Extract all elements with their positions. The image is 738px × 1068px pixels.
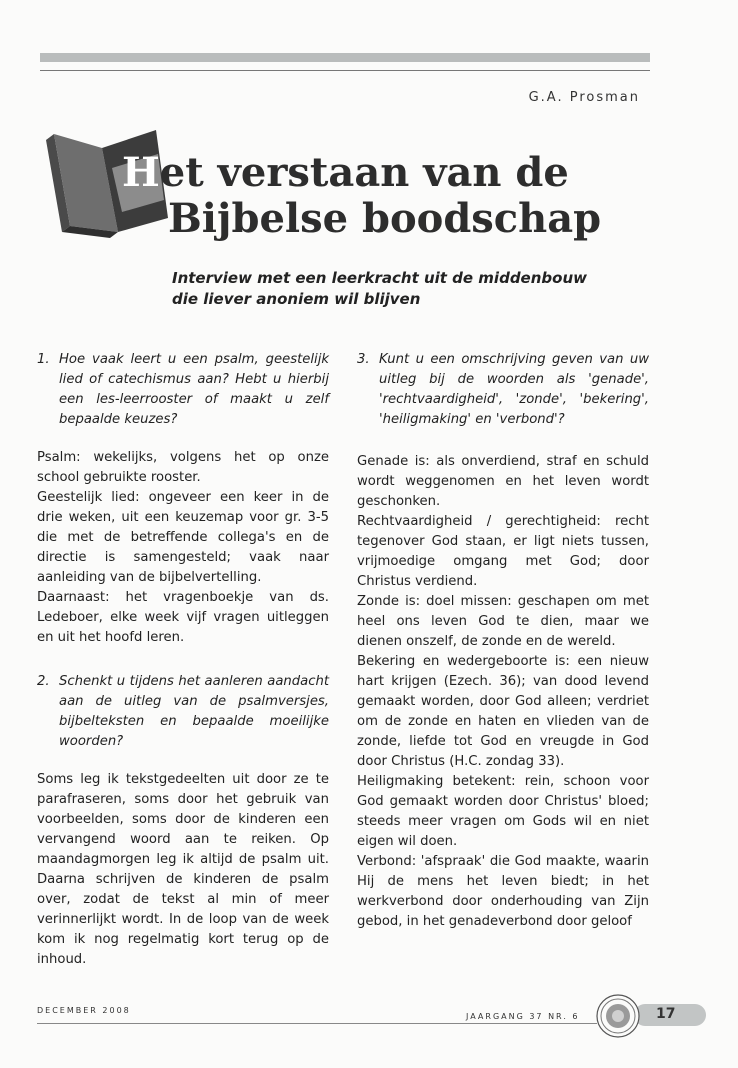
answer-1-vragenboekje: Daarnaast: het vragenboekje van ds. Ledeboer, elke week vijf vragen uitleggen en uit het hoofd leren. [37, 590, 329, 645]
question-3-text: Kunt u een omschrijving geven van uw uitleg bij de woorden als 'genade', 'rechtvaardigheid', 'zonde', 'bekering', 'heiligmaking' en 'verbond'? [379, 352, 649, 427]
question-3 [357, 350, 649, 430]
header-rule [40, 70, 650, 71]
answer-3-verbond: Verbond: 'afspraak' die God maakte, waarin Hij de mens het leven biedt; in het werkverbond door onderhouding van Zijn gebod, in het genadeverbond door geloof [357, 854, 649, 929]
question-2 [37, 672, 329, 752]
article-title [122, 150, 601, 242]
author-name: G.A. Prosman [528, 90, 640, 105]
answer-1-lied: Geestelijk lied: ongeveer een keer in de drie weken, uit een keuzemap voor gr. 3-5 die met de betreffende collega's en de directie is samengesteld; vaak naar aanleiding van de bijbelvertelling. [37, 490, 329, 585]
header-decor-bar [40, 53, 650, 62]
footer-rule [37, 1023, 597, 1024]
page-number: 17 [656, 1006, 676, 1022]
title-dropcap: H [122, 149, 160, 196]
title-line-2: Bijbelse boodschap [168, 195, 602, 242]
subtitle-line-2: die liever anoniem wil blijven [172, 290, 421, 308]
question-1 [37, 350, 329, 430]
answer-3-rechtvaardigheid: Rechtvaardigheid / gerechtigheid: recht tegenover God staan, er ligt niets tussen, vrijmoedige omgang met God; door Christus verdiend. [357, 514, 649, 589]
footer-date: DECEMBER 2008 [37, 1006, 131, 1015]
right-column [357, 350, 649, 932]
question-1-number: 1. [37, 352, 50, 367]
seal-icon [596, 994, 640, 1038]
left-column [37, 350, 329, 970]
answer-2: Soms leg ik tekstgedeelten uit door ze te parafraseren, soms door het gebruik van voorbeelden, soms door de kinderen een vervangend woord aan te reiken. Op maandagmorgen leg ik altijd de psalm uit. Daarna schrijven de kinderen de psalm over, zodat de tekst al min of meer verinnerlijkt wordt. In de loop van de week kom ik nog regelmatig kort terug op de inhoud. [37, 772, 329, 967]
answer-3-bekering: Bekering en wedergeboorte is: een nieuw hart krijgen (Ezech. 36); van dood levend gemaakt worden, door God alleen; verdriet om de zonde en haten en vlieden van de zonde, liefde tot God en vreugde in God door Christus (H.C. zondag 33). [357, 654, 649, 769]
answer-1-psalm: Psalm: wekelijks, volgens het op onze school gebruikte rooster. [37, 450, 329, 485]
question-2-number: 2. [37, 674, 50, 689]
article-subtitle [172, 268, 587, 310]
question-2-text: Schenkt u tijdens het aanleren aandacht aan de uitleg van de psalmversjes, bijbelteksten en bepaalde moeilijke woorden? [59, 674, 329, 749]
answer-3-heiligmaking: Heiligmaking betekent: rein, schoon voor God gemaakt worden door Christus' bloed; steeds meer vragen om Gods wil en niet eigen wil doen. [357, 774, 649, 849]
answer-3-zonde: Zonde is: doel missen: geschapen om met heel ons leven God te dien, maar we dienen onszelf, de zonde en de wereld. [357, 594, 649, 649]
question-3-number: 3. [357, 352, 370, 367]
footer-volume: JAARGANG 37 NR. 6 [466, 1012, 580, 1021]
answer-3-genade: Genade is: als onverdiend, straf en schuld wordt weggenomen en het leven wordt geschonken. [357, 454, 649, 509]
subtitle-line-1: Interview met een leerkracht uit de middenbouw [172, 269, 587, 287]
title-line-1: et verstaan van de [159, 149, 569, 196]
question-1-text: Hoe vaak leert u een psalm, geestelijk lied of catechismus aan? Hebt u hierbij een les-leerrooster of maakt u zelf bepaalde keuzes? [59, 352, 329, 427]
